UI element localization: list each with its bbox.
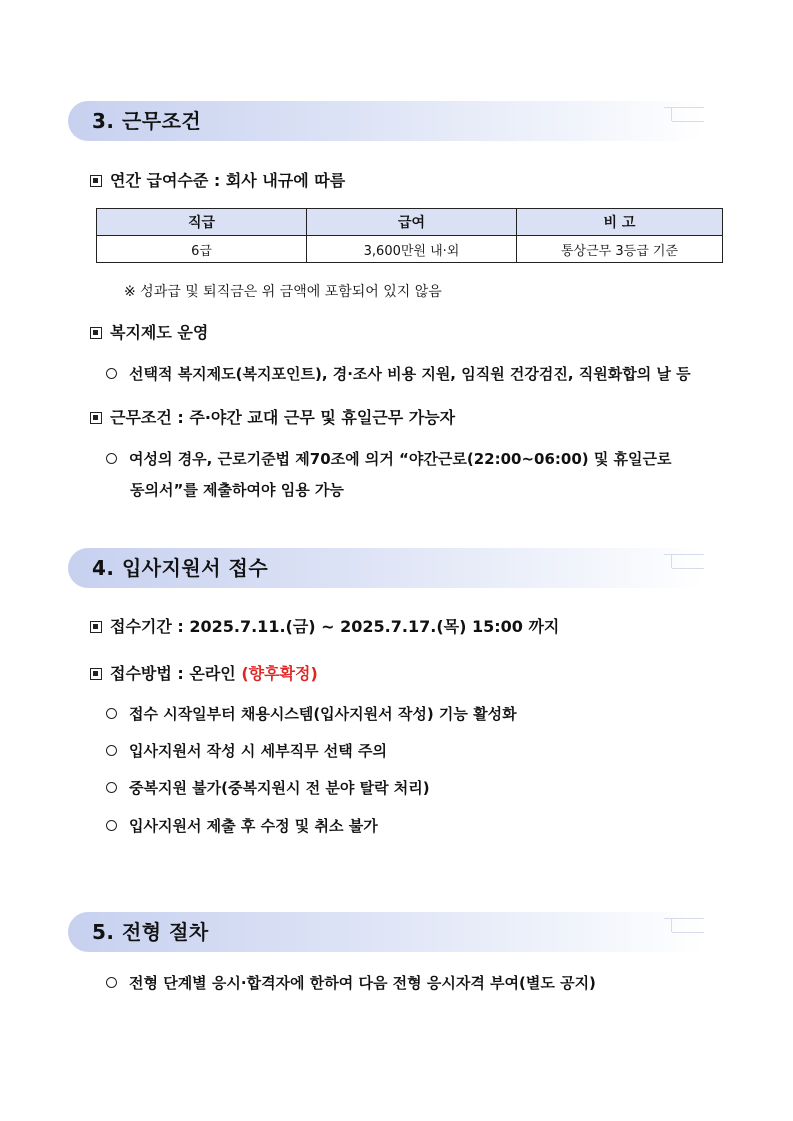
header-decoration (664, 918, 704, 946)
welfare-heading: 복지제도 운영 (90, 323, 208, 343)
application-method: 접수방법 : 온라인 (향후확정) (90, 664, 318, 684)
square-bullet-icon (90, 175, 102, 187)
header-decoration (664, 107, 704, 135)
section-header-5 (68, 912, 704, 952)
square-bullet-icon (90, 621, 102, 633)
table-cell: 6급 (97, 236, 307, 263)
square-bullet-icon (90, 327, 102, 339)
circle-bullet-icon (106, 820, 117, 831)
circle-bullet-icon (106, 708, 117, 719)
circle-bullet-icon (106, 368, 117, 379)
table-row (97, 236, 723, 263)
method-pending-note: (향후확정) (241, 664, 318, 683)
table-cell: 통상근무 3등급 기준 (517, 236, 723, 263)
welfare-item: 선택적 복지제도(복지포인트), 경·조사 비용 지원, 임직원 건강검진, 직원화합의 날 등 (106, 364, 691, 384)
square-bullet-icon (90, 668, 102, 680)
salary-heading: 연간 급여수준 : 회사 내규에 따름 (90, 171, 345, 191)
salary-table (96, 208, 723, 263)
section-header-4 (68, 548, 704, 588)
list-item: 중복지원 불가(중복지원시 전 분야 탈락 처리) (106, 778, 430, 798)
section-title: 4. 입사지원서 접수 (92, 556, 269, 580)
circle-bullet-icon (106, 977, 117, 988)
circle-bullet-icon (106, 453, 117, 464)
square-bullet-icon (90, 412, 102, 424)
circle-bullet-icon (106, 782, 117, 793)
list-item: 접수 시작일부터 채용시스템(입사지원서 작성) 기능 활성화 (106, 704, 517, 724)
table-header: 급여 (307, 209, 517, 236)
table-cell: 3,600만원 내·외 (307, 236, 517, 263)
list-item: 입사지원서 제출 후 수정 및 취소 불가 (106, 816, 378, 836)
circle-bullet-icon (106, 745, 117, 756)
application-period: 접수기간 : 2025.7.11.(금) ~ 2025.7.17.(목) 15:00 까지 (90, 617, 559, 637)
table-header: 비 고 (517, 209, 723, 236)
table-header: 직급 (97, 209, 307, 236)
section-title: 5. 전형 절차 (92, 920, 209, 944)
table-header-row (97, 209, 723, 236)
salary-note: ※ 성과급 및 퇴직금은 위 금액에 포함되어 있지 않음 (124, 284, 442, 300)
process-item: 전형 단계별 응시·합격자에 한하여 다음 전형 응시자격 부여(별도 공지) (106, 973, 596, 993)
section-header-3 (68, 101, 704, 141)
section-title: 3. 근무조건 (92, 109, 202, 133)
header-decoration (664, 554, 704, 582)
work-condition-heading: 근무조건 : 주·야간 교대 근무 및 휴일근무 가능자 (90, 408, 455, 428)
work-condition-item-continued: 동의서”를 제출하여야 임용 가능 (130, 481, 344, 499)
work-condition-item: 여성의 경우, 근로기준법 제70조에 의거 “야간근로(22:00~06:00) 및 휴일근로 (106, 449, 672, 469)
list-item: 입사지원서 작성 시 세부직무 선택 주의 (106, 741, 387, 761)
